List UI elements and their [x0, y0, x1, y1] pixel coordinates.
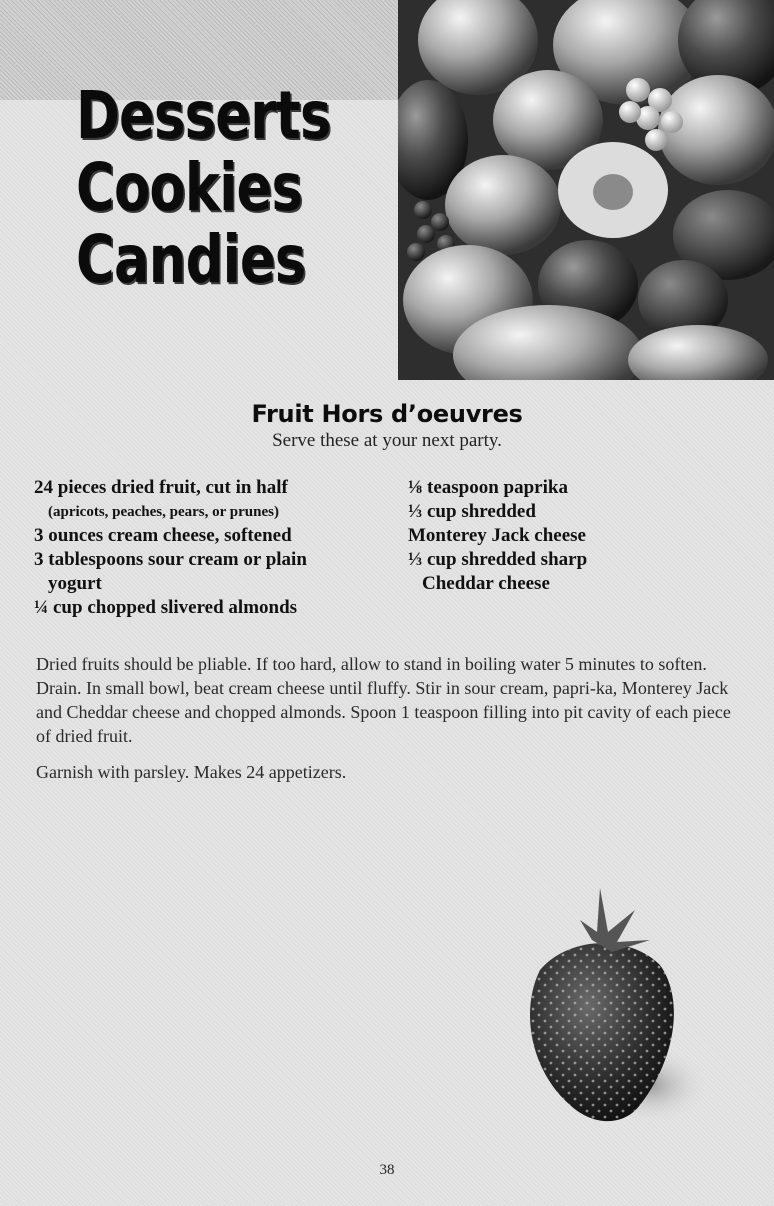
section-title-line-2: Cookies [76, 149, 303, 226]
ingredient-list-right [408, 476, 738, 596]
strawberry-photo [500, 880, 710, 1130]
ingredient-sour-cream-cont: yogurt [48, 573, 102, 594]
ingredient-jack-cheese: ⅓ cup shredded [408, 501, 536, 522]
ingredient-sour-cream: 3 tablespoons sour cream or plain [34, 549, 307, 570]
ingredient-dried-fruit: 24 pieces dried fruit, cut in half [34, 477, 288, 498]
ingredient-cream-cheese: 3 ounces cream cheese, softened [34, 525, 292, 546]
recipe-title: Fruit Hors d’oeuvres [251, 400, 523, 428]
ingredient-cheddar-cont: Cheddar cheese [422, 573, 550, 594]
ingredient-note: (apricots, peaches, pears, or prunes) [48, 504, 279, 520]
recipe-subtitle: Serve these at your next party. [272, 430, 502, 451]
directions-paragraph: Dried fruits should be pliable. If too hard, allow to stand in boiling water 5 minutes to soften. Drain. In small bowl, beat cream cheese until fluffy. Stir in sour cream, papri-ka, Monterey Jack and Cheddar cheese and chopped almonds. Spoon 1 teaspoon filling into pit cavity of each piece of dried fruit. [36, 654, 731, 746]
serving-note: Garnish with parsley. Makes 24 appetizers. [36, 762, 347, 782]
mixed-fruit-photo [398, 0, 774, 380]
page-number: 38 [379, 1162, 395, 1178]
ingredient-almonds: ¼ cup chopped slivered almonds [34, 597, 298, 618]
section-title-line-3: Candies [76, 221, 306, 298]
section-title [76, 77, 394, 298]
ingredient-list-left [34, 476, 384, 620]
ingredient-cheddar: ⅓ cup shredded sharp [408, 549, 588, 570]
ingredient-paprika: ⅛ teaspoon paprika [408, 477, 568, 498]
ingredient-jack-cheese-cont: Monterey Jack cheese [408, 525, 586, 546]
section-title-line-1: Desserts [76, 77, 331, 154]
